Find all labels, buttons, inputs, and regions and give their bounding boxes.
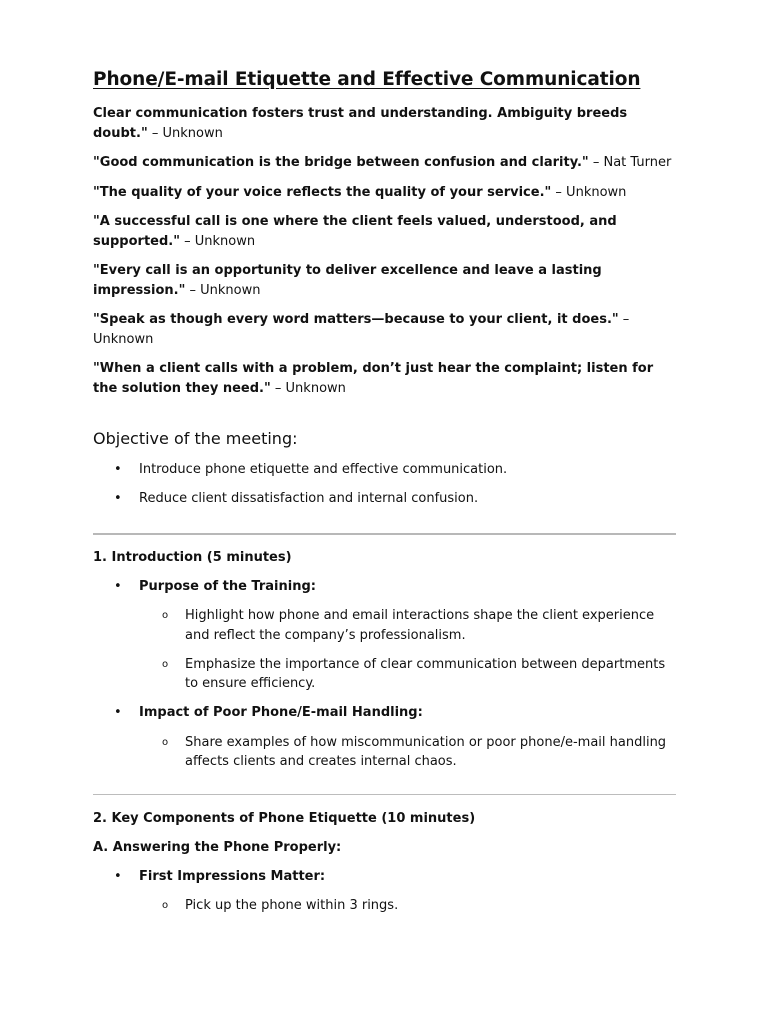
circle-bullet-icon: o [162, 736, 169, 748]
bullet-icon: • [114, 578, 122, 594]
quote-text: "The quality of your voice reflects the quality of your service." [93, 184, 552, 200]
sub-list-item [139, 733, 676, 772]
list-item-text: Introduce phone etiquette and effective communication. [139, 462, 508, 477]
quotes-block [93, 104, 676, 398]
circle-bullet-icon: o [162, 900, 169, 911]
section-divider [93, 794, 676, 795]
section-1-heading: 1. Introduction (5 minutes) [93, 549, 292, 565]
quote-text: Clear communication fosters trust and understanding. Ambiguity breeds doubt." [93, 106, 628, 141]
first-impressions-label: First Impressions Matter: [139, 868, 326, 884]
objective-heading: Objective of the meeting: [93, 429, 298, 448]
impact-sublist [139, 733, 676, 772]
section-2-heading: 2. Key Components of Phone Etiquette (10 minutes) [93, 810, 476, 826]
quote [93, 359, 676, 398]
purpose-label: Purpose of the Training: [139, 578, 316, 594]
quote-author: – Unknown [185, 282, 261, 298]
sub-list-item-text: Highlight how phone and email interactions shape the client experience and reflect the company’s professionalism. [185, 608, 655, 643]
quote-text: "Speak as though every word matters—because to your client, it does." [93, 312, 619, 327]
quote-text: "Good communication is the bridge between confusion and clarity." [93, 155, 589, 170]
section-1-list [93, 577, 676, 772]
list-item [93, 577, 676, 694]
sub-list-item [139, 606, 676, 645]
quote-text: "Every call is an opportunity to deliver excellence and leave a lasting impression." [93, 263, 602, 298]
section-2-list [93, 867, 676, 916]
quote-author: – Unknown [93, 312, 630, 347]
list-item [93, 489, 676, 509]
quote-text: "When a client calls with a problem, don’t just hear the complaint; listen for the solution they need." [93, 361, 654, 396]
bullet-icon: • [114, 705, 122, 720]
circle-bullet-icon: o [162, 610, 169, 621]
list-item [93, 703, 676, 772]
quote-author: – Unknown [551, 184, 627, 200]
section-2-subheading: A. Answering the Phone Properly: [93, 839, 342, 855]
list-item-text: Reduce client dissatisfaction and internal confusion. [139, 491, 479, 506]
quote [93, 104, 676, 143]
sub-list-item [139, 896, 676, 916]
impact-label: Impact of Poor Phone/E-mail Handling: [139, 705, 423, 720]
objective-list [93, 460, 676, 509]
quote [93, 153, 676, 173]
quote-author: – Nat Turner [588, 155, 672, 170]
circle-bullet-icon: o [162, 658, 169, 670]
quote [93, 310, 676, 349]
bullet-icon: • [114, 491, 122, 506]
bullet-icon: • [114, 868, 122, 884]
sub-list-item-text: Share examples of how miscommunication or poor phone/e-mail handling affects clients and creates internal chaos. [185, 734, 667, 769]
sub-list-item [139, 655, 676, 694]
list-item [93, 867, 676, 916]
document-title: Phone/E-mail Etiquette and Effective Communication [93, 69, 641, 90]
first-impressions-sublist [139, 896, 676, 916]
sub-list-item-text: Emphasize the importance of clear communication between departments to ensure efficiency. [185, 656, 666, 691]
purpose-sublist [139, 606, 676, 694]
quote-author: – Unknown [147, 125, 223, 141]
section-divider [93, 533, 676, 535]
quote [93, 212, 676, 251]
list-item [93, 460, 676, 480]
document-page [93, 68, 676, 925]
quote-author: – Unknown [180, 233, 256, 249]
sub-list-item-text: Pick up the phone within 3 rings. [185, 898, 399, 913]
bullet-icon: • [114, 462, 122, 477]
quote-text: "A successful call is one where the client feels valued, understood, and supported." [93, 214, 617, 249]
quote-author: – Unknown [270, 380, 346, 396]
quote [93, 261, 676, 300]
quote [93, 183, 676, 203]
